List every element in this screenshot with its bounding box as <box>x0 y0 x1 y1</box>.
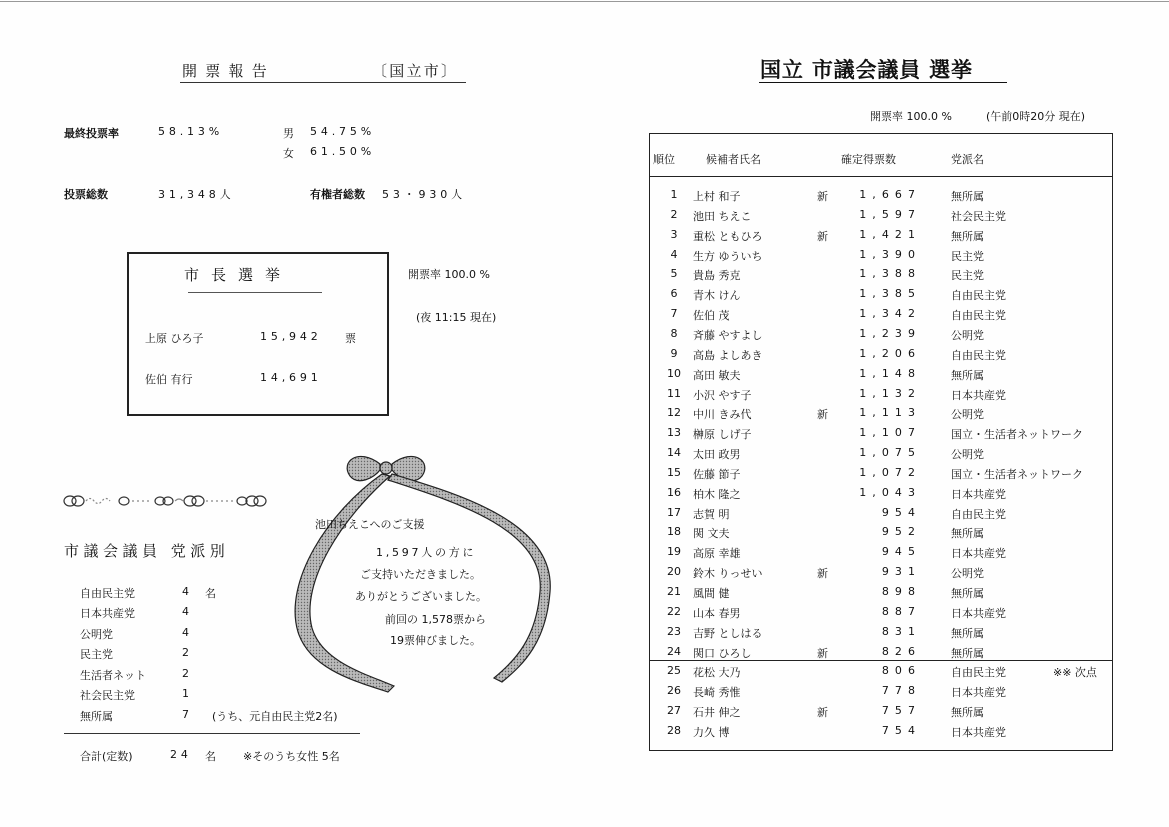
total-votes-label: 投票総数 <box>64 188 108 201</box>
votes-cell: 1,667 <box>859 188 921 201</box>
party-cell: 公明党 <box>951 408 984 422</box>
party-name: 民主党 <box>80 648 113 661</box>
mayor-as-of: (夜 11:15 現在) <box>416 311 497 324</box>
table-row <box>649 466 1113 486</box>
party-cell: 日本共産党 <box>951 388 1006 402</box>
page-edge-line <box>0 1 1169 2</box>
table-row <box>649 506 1113 526</box>
party-name: 生活者ネット <box>80 669 146 682</box>
table-row <box>649 248 1113 268</box>
new-candidate-badge: 新 <box>817 646 828 660</box>
new-candidate-badge: 新 <box>817 408 828 422</box>
rank-cell: 15 <box>667 465 681 479</box>
candidate-name-cell: 小沢 やす子 <box>693 388 752 402</box>
party-cell: 無所属 <box>951 368 984 382</box>
votes-cell: 887 <box>881 604 921 618</box>
table-row <box>649 387 1113 407</box>
votes-cell: 806 <box>881 664 921 678</box>
table-row <box>649 525 1113 545</box>
votes-cell: 1,075 <box>859 446 921 460</box>
rank-cell: 11 <box>667 386 681 400</box>
council-election-title: 国立 市議会議員 選挙 <box>760 58 973 82</box>
party-seat-unit: 名 <box>205 587 216 600</box>
mayor-votes-unit: 票 <box>345 332 356 345</box>
candidate-name-cell: 佐藤 節子 <box>693 467 741 481</box>
votes-cell: 1,113 <box>859 406 921 420</box>
votes-cell: 1,148 <box>859 366 921 380</box>
final-turnout-value: 58.13% <box>158 125 224 138</box>
table-header-row <box>649 151 1113 171</box>
party-seat-count: 4 <box>182 626 189 639</box>
table-row <box>649 645 1113 665</box>
party-cell: 自由民主党 <box>951 666 1006 680</box>
ribbon-message-line: 池田ちえこへのご支援 <box>315 518 425 531</box>
party-cell: 公明党 <box>951 448 984 462</box>
mayor-count-rate: 開票率 100.0 % <box>408 268 490 281</box>
votes-cell: 1,597 <box>859 207 921 221</box>
candidate-name-cell: 力久 博 <box>693 725 730 739</box>
party-cell: 日本共産党 <box>951 606 1006 620</box>
new-candidate-badge: 新 <box>817 567 828 581</box>
rank-cell: 16 <box>667 485 681 499</box>
mayor-candidate-votes: 14,691 <box>260 371 322 384</box>
candidate-name-cell: 花松 大乃 <box>693 666 741 680</box>
table-header-divider <box>649 176 1113 177</box>
party-seat-count: 1 <box>182 687 189 700</box>
header-name: 候補者氏名 <box>706 153 761 166</box>
votes-cell: 1,421 <box>859 227 921 241</box>
rank-cell: 8 <box>670 326 678 340</box>
candidate-name-cell: 佐伯 茂 <box>693 309 730 323</box>
party-cell: 自由民主党 <box>951 507 1006 521</box>
total-label: 合計(定数) <box>80 750 133 763</box>
council-count-rate: 開票率 100.0 % <box>870 110 952 123</box>
party-seat-count: 2 <box>182 667 189 680</box>
votes-cell: 754 <box>881 723 921 737</box>
rank-cell: 24 <box>667 644 681 658</box>
table-row <box>649 724 1113 744</box>
eligible-voters-label: 有権者総数 <box>310 188 365 201</box>
party-cell: 公明党 <box>951 567 984 581</box>
table-row <box>649 347 1113 367</box>
report-city: 〔国立市〕 <box>372 62 459 80</box>
rank-cell: 22 <box>667 604 681 618</box>
candidate-name-cell: 関 文夫 <box>693 527 730 541</box>
table-row <box>649 406 1113 426</box>
votes-cell: 1,390 <box>859 247 921 261</box>
table-row <box>649 267 1113 287</box>
party-cell: 国立・生活者ネットワーク <box>951 428 1083 442</box>
party-cell: 無所属 <box>951 587 984 600</box>
party-cell: 民主党 <box>951 249 984 263</box>
rank-cell: 9 <box>670 346 678 360</box>
votes-cell: 1,385 <box>859 287 921 301</box>
party-cell: 日本共産党 <box>951 686 1006 700</box>
ribbon-message-line: 前回の 1,578票から <box>385 613 486 626</box>
final-turnout-label: 最終投票率 <box>64 127 119 140</box>
candidate-name-cell: 池田 ちえこ <box>693 209 752 223</box>
table-row <box>649 228 1113 248</box>
party-cell: 無所属 <box>951 646 984 660</box>
candidate-name-cell: 重松 ともひろ <box>693 229 763 243</box>
table-row <box>649 565 1113 585</box>
report-title-underline <box>180 82 466 83</box>
new-candidate-badge: 新 <box>817 190 828 203</box>
votes-cell: 1,043 <box>859 485 921 499</box>
party-cell: 民主党 <box>951 269 984 283</box>
female-turnout-value: 61.50% <box>310 145 376 158</box>
votes-cell: 945 <box>881 545 921 559</box>
rank-cell: 1 <box>670 188 678 201</box>
header-rank: 順位 <box>653 153 675 166</box>
male-turnout-label: 男 <box>283 127 294 140</box>
rank-cell: 3 <box>670 227 678 241</box>
rank-cell: 19 <box>667 545 681 559</box>
candidate-name-cell: 志賀 明 <box>693 507 730 521</box>
party-seat-count: 4 <box>182 585 189 598</box>
candidate-name-cell: 吉野 としはる <box>693 626 763 640</box>
council-as-of: (午前0時20分 現在) <box>986 110 1086 123</box>
party-cell: 無所属 <box>951 229 984 243</box>
candidate-name-cell: 生方 ゆういち <box>693 249 763 263</box>
rank-cell: 4 <box>670 247 678 261</box>
decorative-chain-icon <box>62 492 272 510</box>
votes-cell: 952 <box>881 525 921 539</box>
table-row <box>649 367 1113 387</box>
rank-cell: 10 <box>667 366 681 380</box>
ribbon-message-line: 19票伸びました。 <box>390 634 481 647</box>
candidate-name-cell: 長崎 秀惟 <box>693 686 741 700</box>
table-row <box>649 208 1113 228</box>
party-seat-count: 2 <box>182 646 189 659</box>
party-cell: 社会民主党 <box>951 209 1006 223</box>
mayor-candidate-votes: 15,942 <box>260 330 322 343</box>
report-title: 開票報告 <box>182 62 276 80</box>
party-name: 無所属 <box>80 710 113 723</box>
candidate-name-cell: 山本 春男 <box>693 606 741 620</box>
council-title-underline <box>759 82 1007 83</box>
candidate-name-cell: 中川 きみ代 <box>693 408 752 422</box>
elected-cutoff-line <box>649 660 1113 661</box>
rank-cell: 5 <box>670 267 678 281</box>
candidate-name-cell: 関口 ひろし <box>693 646 752 660</box>
mayor-candidate-name: 佐伯 有行 <box>145 373 193 386</box>
rank-cell: 7 <box>670 307 678 321</box>
votes-cell: 757 <box>881 704 921 718</box>
rank-cell: 27 <box>667 704 681 718</box>
party-cell: 無所属 <box>951 190 984 203</box>
candidate-name-cell: 上村 和子 <box>693 190 741 203</box>
female-turnout-label: 女 <box>283 147 294 160</box>
party-cell: 自由民主党 <box>951 348 1006 362</box>
header-party: 党派名 <box>951 153 984 166</box>
rank-cell: 2 <box>670 207 678 221</box>
votes-cell: 831 <box>881 624 921 638</box>
candidate-name-cell: 斉藤 やすよし <box>693 328 763 342</box>
candidate-name-cell: 高島 よしあき <box>693 348 763 362</box>
candidate-name-cell: 鈴木 りっせい <box>693 567 763 581</box>
party-breakdown-heading: 市議会議員 党派別 <box>64 542 230 560</box>
table-row <box>649 446 1113 466</box>
party-seat-count: 4 <box>182 605 189 618</box>
table-row <box>649 625 1113 645</box>
votes-cell: 1,388 <box>859 267 921 281</box>
votes-cell: 954 <box>881 505 921 519</box>
total-seats-value: 24 <box>170 748 192 761</box>
ribbon-message-line: ご支持いただきました。 <box>360 568 481 581</box>
rank-cell: 17 <box>667 505 681 519</box>
table-row <box>649 545 1113 565</box>
candidate-name-cell: 高原 幸雄 <box>693 547 741 561</box>
table-row <box>649 307 1113 327</box>
party-cell: 無所属 <box>951 626 984 640</box>
rank-cell: 13 <box>667 426 681 440</box>
party-note: (うち、元自由民主党2名) <box>212 710 338 723</box>
runner-up-note: ※※ 次点 <box>1053 666 1097 680</box>
rank-cell: 6 <box>670 287 678 301</box>
party-cell: 国立・生活者ネットワーク <box>951 467 1083 481</box>
party-cell: 日本共産党 <box>951 725 1006 739</box>
table-row <box>649 605 1113 625</box>
rank-cell: 12 <box>667 406 681 420</box>
party-cell: 無所属 <box>951 527 984 541</box>
party-seat-count: 7 <box>182 708 189 721</box>
ribbon-message-line: ありがとうございました。 <box>355 590 487 603</box>
party-cell: 無所属 <box>951 706 984 720</box>
ribbon-message-line: 1,597人の方に <box>376 546 477 559</box>
party-name: 社会民主党 <box>80 689 135 702</box>
eligible-voters-value: 53・930人 <box>382 188 466 201</box>
votes-cell: 1,206 <box>859 346 921 360</box>
table-row <box>649 684 1113 704</box>
mayor-election-title: 市長選挙 <box>184 266 293 284</box>
male-turnout-value: 54.75% <box>310 125 376 138</box>
table-row <box>649 486 1113 506</box>
rank-cell: 25 <box>667 664 681 678</box>
total-divider <box>64 733 360 734</box>
party-name: 公明党 <box>80 628 113 641</box>
table-row <box>649 426 1113 446</box>
party-cell: 日本共産党 <box>951 487 1006 501</box>
rank-cell: 21 <box>667 585 681 598</box>
new-candidate-badge: 新 <box>817 229 828 243</box>
header-votes: 確定得票数 <box>841 153 896 166</box>
votes-cell: 931 <box>881 565 921 579</box>
rank-cell: 26 <box>667 684 681 698</box>
party-name: 自由民主党 <box>80 587 135 600</box>
table-row <box>649 664 1113 684</box>
candidate-name-cell: 風間 健 <box>693 587 730 600</box>
table-row <box>649 704 1113 724</box>
party-cell: 自由民主党 <box>951 289 1006 303</box>
new-candidate-badge: 新 <box>817 706 828 720</box>
rank-cell: 14 <box>667 446 681 460</box>
votes-cell: 1,072 <box>859 465 921 479</box>
candidate-name-cell: 青木 けん <box>693 289 741 303</box>
party-cell: 公明党 <box>951 328 984 342</box>
votes-cell: 1,107 <box>859 426 921 440</box>
candidate-name-cell: 石井 伸之 <box>693 706 741 720</box>
table-row <box>649 287 1113 307</box>
rank-cell: 18 <box>667 525 681 539</box>
mayor-candidate-name: 上原 ひろ子 <box>145 332 204 345</box>
votes-cell: 1,132 <box>859 386 921 400</box>
table-row <box>649 585 1113 605</box>
rank-cell: 23 <box>667 624 681 638</box>
women-count-note: ※そのうち女性 5名 <box>243 750 340 763</box>
votes-cell: 1,239 <box>859 326 921 340</box>
party-name: 日本共産党 <box>80 607 135 620</box>
candidate-name-cell: 貴島 秀克 <box>693 269 741 283</box>
party-cell: 自由民主党 <box>951 309 1006 323</box>
total-seats-unit: 名 <box>205 750 216 763</box>
candidate-name-cell: 榊原 しげ子 <box>693 428 752 442</box>
party-cell: 日本共産党 <box>951 547 1006 561</box>
votes-cell: 1,342 <box>859 307 921 321</box>
votes-cell: 778 <box>881 684 921 698</box>
total-votes-value: 31,348人 <box>158 188 235 201</box>
table-row <box>649 327 1113 347</box>
mayor-title-underline <box>188 292 322 293</box>
table-row <box>649 188 1113 208</box>
candidate-name-cell: 太田 政男 <box>693 448 741 462</box>
votes-cell: 826 <box>881 644 921 658</box>
rank-cell: 28 <box>667 723 681 737</box>
candidate-name-cell: 高田 敏夫 <box>693 368 741 382</box>
candidate-name-cell: 柏木 隆之 <box>693 487 741 501</box>
votes-cell: 898 <box>881 585 921 598</box>
rank-cell: 20 <box>667 565 681 579</box>
